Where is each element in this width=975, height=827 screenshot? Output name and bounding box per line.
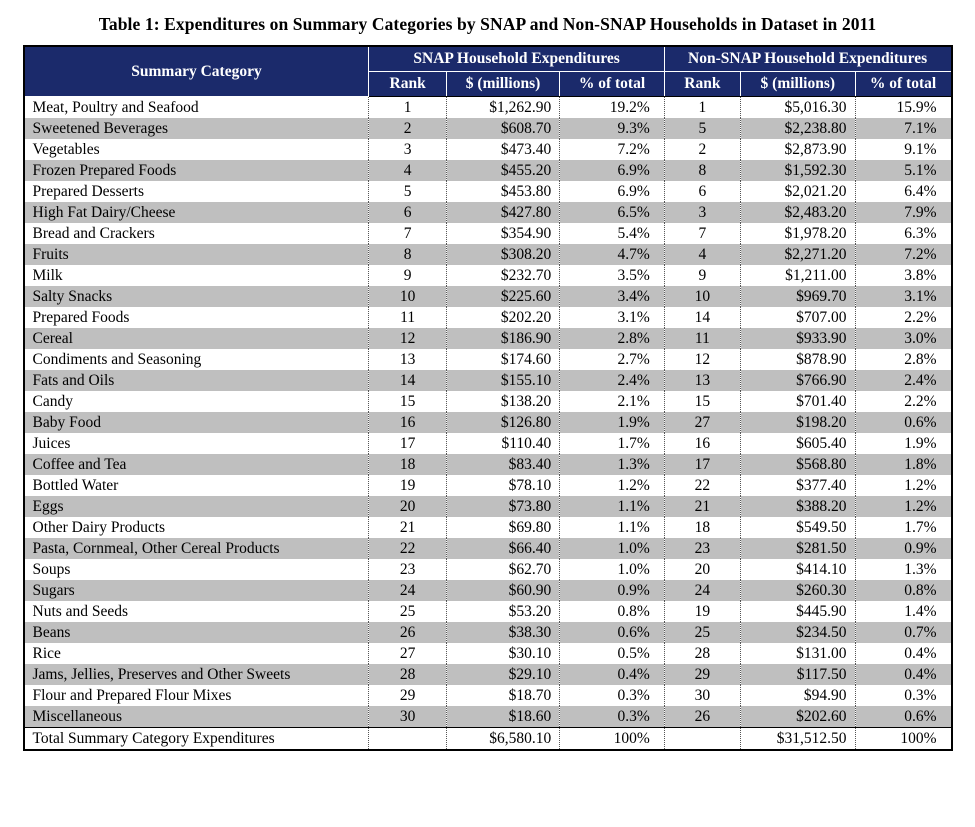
- snap-millions-cell: $232.70: [446, 265, 559, 286]
- nonsnap-millions-cell: $117.50: [741, 664, 855, 685]
- table-row: [24, 685, 952, 706]
- table-row: [24, 244, 952, 265]
- nonsnap-millions-cell: $701.40: [741, 391, 855, 412]
- nonsnap-millions-cell: $131.00: [741, 643, 855, 664]
- category-cell: Fruits: [32, 246, 69, 263]
- nonsnap-rank-cell: 26: [664, 706, 740, 728]
- header-nonsnap-pct: % of total: [855, 72, 951, 97]
- nonsnap-pct-cell: 3.8%: [855, 265, 951, 286]
- nonsnap-millions-cell: $234.50: [741, 622, 855, 643]
- nonsnap-millions-cell: $388.20: [741, 496, 855, 517]
- nonsnap-pct-cell: 0.3%: [855, 685, 951, 706]
- snap-millions-cell: $69.80: [446, 517, 559, 538]
- category-cell: Condiments and Seasoning: [32, 351, 202, 368]
- snap-pct-cell: 3.4%: [560, 286, 664, 307]
- snap-rank-cell: 13: [369, 349, 446, 370]
- nonsnap-rank-cell: 17: [664, 454, 740, 475]
- snap-rank-cell: 6: [369, 202, 446, 223]
- category-cell: Eggs: [32, 498, 64, 515]
- snap-millions-cell: $427.80: [446, 202, 559, 223]
- header-snap-group: SNAP Household Expenditures: [369, 46, 664, 72]
- category-cell: Flour and Prepared Flour Mixes: [32, 687, 232, 704]
- nonsnap-millions-cell: $414.10: [741, 559, 855, 580]
- snap-rank-cell: 1: [369, 97, 446, 119]
- nonsnap-millions-cell: $2,021.20: [741, 181, 855, 202]
- snap-pct-cell: 0.5%: [560, 643, 664, 664]
- nonsnap-pct-cell: 1.2%: [855, 475, 951, 496]
- nonsnap-rank-cell: 13: [664, 370, 740, 391]
- nonsnap-millions-cell: $445.90: [741, 601, 855, 622]
- nonsnap-millions-cell: $549.50: [741, 517, 855, 538]
- snap-rank-cell: 27: [369, 643, 446, 664]
- snap-pct-cell: 19.2%: [560, 97, 664, 119]
- total-label-cell: Total Summary Category Expenditures: [24, 728, 369, 751]
- table-row: [24, 559, 952, 580]
- table-row: [24, 580, 952, 601]
- snap-rank-cell: 20: [369, 496, 446, 517]
- nonsnap-pct-cell: 0.4%: [855, 664, 951, 685]
- nonsnap-pct-cell: 3.0%: [855, 328, 951, 349]
- nonsnap-millions-cell: $202.60: [741, 706, 855, 728]
- snap-rank-cell: 14: [369, 370, 446, 391]
- nonsnap-rank-cell: 27: [664, 412, 740, 433]
- nonsnap-pct-cell: 1.9%: [855, 433, 951, 454]
- table-row: [24, 412, 952, 433]
- category-cell: Pasta, Cornmeal, Other Cereal Products: [32, 540, 280, 557]
- table-row: [24, 349, 952, 370]
- nonsnap-pct-cell: 6.4%: [855, 181, 951, 202]
- nonsnap-millions-cell: $1,211.00: [741, 265, 855, 286]
- nonsnap-millions-cell: $568.80: [741, 454, 855, 475]
- snap-millions-cell: $126.80: [446, 412, 559, 433]
- nonsnap-millions-cell: $377.40: [741, 475, 855, 496]
- nonsnap-millions-cell: $605.40: [741, 433, 855, 454]
- expenditure-table: [23, 45, 953, 751]
- snap-millions-cell: $53.20: [446, 601, 559, 622]
- header-snap-millions: $ (millions): [446, 72, 559, 97]
- category-cell: Sugars: [32, 582, 75, 599]
- category-cell: Other Dairy Products: [32, 519, 166, 536]
- snap-millions-cell: $83.40: [446, 454, 559, 475]
- snap-pct-cell: 3.5%: [560, 265, 664, 286]
- category-cell: Vegetables: [32, 141, 100, 158]
- nonsnap-rank-cell: 30: [664, 685, 740, 706]
- nonsnap-rank-cell: 8: [664, 160, 740, 181]
- snap-millions-cell: $66.40: [446, 538, 559, 559]
- category-cell: Fats and Oils: [32, 372, 115, 389]
- nonsnap-rank-cell: 12: [664, 349, 740, 370]
- nonsnap-pct-cell: 0.8%: [855, 580, 951, 601]
- header-nonsnap-group: Non-SNAP Household Expenditures: [664, 46, 951, 72]
- nonsnap-rank-cell: 11: [664, 328, 740, 349]
- snap-rank-cell: 15: [369, 391, 446, 412]
- snap-millions-cell: $29.10: [446, 664, 559, 685]
- table-row: [24, 118, 952, 139]
- table-row: [24, 601, 952, 622]
- nonsnap-pct-cell: 2.8%: [855, 349, 951, 370]
- snap-rank-cell: 4: [369, 160, 446, 181]
- table-row: [24, 202, 952, 223]
- snap-millions-cell: $453.80: [446, 181, 559, 202]
- nonsnap-millions-cell: $707.00: [741, 307, 855, 328]
- snap-pct-cell: 2.4%: [560, 370, 664, 391]
- snap-millions-cell: $202.20: [446, 307, 559, 328]
- nonsnap-pct-cell: 15.9%: [855, 97, 951, 119]
- snap-millions-cell: $62.70: [446, 559, 559, 580]
- nonsnap-millions-cell: $1,978.20: [741, 223, 855, 244]
- nonsnap-rank-cell: 28: [664, 643, 740, 664]
- snap-pct-cell: 0.4%: [560, 664, 664, 685]
- nonsnap-pct-cell: 0.6%: [855, 412, 951, 433]
- snap-rank-cell: 26: [369, 622, 446, 643]
- table-row: [24, 97, 952, 119]
- category-cell: Juices: [32, 435, 71, 452]
- nonsnap-millions-cell: $281.50: [741, 538, 855, 559]
- category-cell: Soups: [32, 561, 71, 578]
- nonsnap-pct-cell: 3.1%: [855, 286, 951, 307]
- table-row: [24, 643, 952, 664]
- nonsnap-rank-cell: 25: [664, 622, 740, 643]
- category-cell: Candy: [32, 393, 73, 410]
- snap-pct-cell: 0.9%: [560, 580, 664, 601]
- snap-rank-cell: 8: [369, 244, 446, 265]
- nonsnap-rank-cell: 22: [664, 475, 740, 496]
- nonsnap-rank-cell: 9: [664, 265, 740, 286]
- nonsnap-pct-cell: 9.1%: [855, 139, 951, 160]
- header-snap-pct: % of total: [560, 72, 664, 97]
- snap-millions-cell: $1,262.90: [446, 97, 559, 119]
- snap-rank-cell: 19: [369, 475, 446, 496]
- category-cell: Baby Food: [32, 414, 101, 431]
- table-row: [24, 664, 952, 685]
- snap-millions-cell: $30.10: [446, 643, 559, 664]
- table-row: [24, 328, 952, 349]
- snap-pct-cell: 0.3%: [560, 706, 664, 728]
- table-row: [24, 391, 952, 412]
- snap-pct-cell: 2.1%: [560, 391, 664, 412]
- table-row: [24, 223, 952, 244]
- snap-rank-cell: 18: [369, 454, 446, 475]
- nonsnap-millions-cell: $1,592.30: [741, 160, 855, 181]
- snap-pct-cell: 9.3%: [560, 118, 664, 139]
- nonsnap-pct-cell: 7.9%: [855, 202, 951, 223]
- nonsnap-millions-cell: $2,873.90: [741, 139, 855, 160]
- snap-millions-cell: $473.40: [446, 139, 559, 160]
- table-row: [24, 160, 952, 181]
- total-nonsnap-millions-cell: $31,512.50: [741, 728, 855, 751]
- snap-rank-cell: 7: [369, 223, 446, 244]
- snap-millions-cell: $186.90: [446, 328, 559, 349]
- nonsnap-pct-cell: 1.2%: [855, 496, 951, 517]
- nonsnap-rank-cell: 5: [664, 118, 740, 139]
- snap-rank-cell: 28: [369, 664, 446, 685]
- nonsnap-millions-cell: $5,016.30: [741, 97, 855, 119]
- header-snap-rank: Rank: [369, 72, 446, 97]
- table-row: [24, 706, 952, 728]
- category-cell: Sweetened Beverages: [32, 120, 169, 137]
- nonsnap-millions-cell: $766.90: [741, 370, 855, 391]
- nonsnap-millions-cell: $260.30: [741, 580, 855, 601]
- nonsnap-pct-cell: 5.1%: [855, 160, 951, 181]
- header-nonsnap-millions: $ (millions): [741, 72, 855, 97]
- nonsnap-pct-cell: 0.6%: [855, 706, 951, 728]
- snap-rank-cell: 21: [369, 517, 446, 538]
- table-row: [24, 454, 952, 475]
- table-footer: [24, 728, 952, 751]
- snap-millions-cell: $73.80: [446, 496, 559, 517]
- snap-pct-cell: 1.2%: [560, 475, 664, 496]
- snap-millions-cell: $174.60: [446, 349, 559, 370]
- snap-rank-cell: 25: [369, 601, 446, 622]
- nonsnap-rank-cell: 29: [664, 664, 740, 685]
- header-group-row: [24, 46, 952, 72]
- snap-rank-cell: 24: [369, 580, 446, 601]
- snap-pct-cell: 6.5%: [560, 202, 664, 223]
- snap-pct-cell: 0.6%: [560, 622, 664, 643]
- table-row: [24, 538, 952, 559]
- nonsnap-pct-cell: 2.2%: [855, 391, 951, 412]
- table-row: [24, 496, 952, 517]
- snap-rank-cell: 16: [369, 412, 446, 433]
- category-cell: Jams, Jellies, Preserves and Other Sweets: [32, 666, 291, 683]
- snap-pct-cell: 1.3%: [560, 454, 664, 475]
- snap-millions-cell: $38.30: [446, 622, 559, 643]
- category-cell: Milk: [32, 267, 63, 284]
- nonsnap-rank-cell: 18: [664, 517, 740, 538]
- nonsnap-pct-cell: 0.4%: [855, 643, 951, 664]
- table-row: [24, 433, 952, 454]
- table-row: [24, 265, 952, 286]
- snap-pct-cell: 1.1%: [560, 496, 664, 517]
- nonsnap-pct-cell: 7.1%: [855, 118, 951, 139]
- nonsnap-millions-cell: $2,483.20: [741, 202, 855, 223]
- header-summary-category: Summary Category: [24, 46, 369, 97]
- nonsnap-rank-cell: 23: [664, 538, 740, 559]
- snap-millions-cell: $18.60: [446, 706, 559, 728]
- snap-millions-cell: $455.20: [446, 160, 559, 181]
- category-cell: Miscellaneous: [32, 708, 123, 725]
- table-row: [24, 622, 952, 643]
- table-row: [24, 286, 952, 307]
- table-row: [24, 517, 952, 538]
- table-title: Table 1: Expenditures on Summary Categories by SNAP and Non-SNAP Households in Dataset in 2011: [98, 14, 877, 34]
- nonsnap-pct-cell: 2.4%: [855, 370, 951, 391]
- nonsnap-pct-cell: 0.7%: [855, 622, 951, 643]
- nonsnap-pct-cell: 2.2%: [855, 307, 951, 328]
- total-snap-millions-cell: $6,580.10: [446, 728, 559, 751]
- nonsnap-pct-cell: 0.9%: [855, 538, 951, 559]
- nonsnap-rank-cell: 16: [664, 433, 740, 454]
- snap-millions-cell: $608.70: [446, 118, 559, 139]
- table-row: [24, 475, 952, 496]
- snap-millions-cell: $155.10: [446, 370, 559, 391]
- table-row: [24, 139, 952, 160]
- nonsnap-rank-cell: 15: [664, 391, 740, 412]
- category-cell: Cereal: [32, 330, 73, 347]
- snap-pct-cell: 3.1%: [560, 307, 664, 328]
- category-cell: Bottled Water: [32, 477, 119, 494]
- header-nonsnap-rank: Rank: [664, 72, 740, 97]
- snap-pct-cell: 1.0%: [560, 559, 664, 580]
- total-row: [24, 728, 952, 751]
- snap-rank-cell: 17: [369, 433, 446, 454]
- nonsnap-pct-cell: 1.8%: [855, 454, 951, 475]
- nonsnap-millions-cell: $2,271.20: [741, 244, 855, 265]
- total-snap-pct-cell: 100%: [560, 728, 664, 751]
- snap-millions-cell: $60.90: [446, 580, 559, 601]
- nonsnap-rank-cell: 7: [664, 223, 740, 244]
- category-cell: High Fat Dairy/Cheese: [32, 204, 176, 221]
- category-cell: Frozen Prepared Foods: [32, 162, 177, 179]
- category-cell: Bread and Crackers: [32, 225, 155, 242]
- snap-rank-cell: 12: [369, 328, 446, 349]
- table-body: [24, 97, 952, 728]
- nonsnap-rank-cell: 20: [664, 559, 740, 580]
- snap-millions-cell: $138.20: [446, 391, 559, 412]
- nonsnap-rank-cell: 24: [664, 580, 740, 601]
- snap-rank-cell: 10: [369, 286, 446, 307]
- snap-pct-cell: 0.8%: [560, 601, 664, 622]
- snap-rank-cell: 9: [369, 265, 446, 286]
- snap-pct-cell: 5.4%: [560, 223, 664, 244]
- nonsnap-rank-cell: 19: [664, 601, 740, 622]
- nonsnap-millions-cell: $198.20: [741, 412, 855, 433]
- snap-rank-cell: 11: [369, 307, 446, 328]
- nonsnap-pct-cell: 1.7%: [855, 517, 951, 538]
- snap-rank-cell: 22: [369, 538, 446, 559]
- nonsnap-millions-cell: $878.90: [741, 349, 855, 370]
- nonsnap-millions-cell: $94.90: [741, 685, 855, 706]
- snap-pct-cell: 0.3%: [560, 685, 664, 706]
- nonsnap-rank-cell: 21: [664, 496, 740, 517]
- snap-pct-cell: 6.9%: [560, 160, 664, 181]
- snap-rank-cell: 5: [369, 181, 446, 202]
- nonsnap-rank-cell: 1: [664, 97, 740, 119]
- snap-pct-cell: 1.0%: [560, 538, 664, 559]
- table-row: [24, 181, 952, 202]
- nonsnap-rank-cell: 2: [664, 139, 740, 160]
- snap-pct-cell: 1.1%: [560, 517, 664, 538]
- snap-millions-cell: $18.70: [446, 685, 559, 706]
- category-cell: Beans: [32, 624, 71, 641]
- snap-millions-cell: $78.10: [446, 475, 559, 496]
- nonsnap-rank-cell: 6: [664, 181, 740, 202]
- snap-pct-cell: 7.2%: [560, 139, 664, 160]
- snap-millions-cell: $308.20: [446, 244, 559, 265]
- snap-rank-cell: 2: [369, 118, 446, 139]
- snap-rank-cell: 23: [369, 559, 446, 580]
- snap-millions-cell: $110.40: [446, 433, 559, 454]
- total-snap-rank-cell: [369, 728, 446, 751]
- nonsnap-millions-cell: $933.90: [741, 328, 855, 349]
- nonsnap-rank-cell: 3: [664, 202, 740, 223]
- snap-rank-cell: 29: [369, 685, 446, 706]
- total-nonsnap-pct-cell: 100%: [855, 728, 951, 751]
- snap-pct-cell: 6.9%: [560, 181, 664, 202]
- category-cell: Nuts and Seeds: [32, 603, 129, 620]
- table-row: [24, 307, 952, 328]
- nonsnap-pct-cell: 1.3%: [855, 559, 951, 580]
- category-cell: Rice: [32, 645, 61, 662]
- snap-pct-cell: 2.8%: [560, 328, 664, 349]
- snap-rank-cell: 30: [369, 706, 446, 728]
- category-cell: Meat, Poultry and Seafood: [32, 99, 199, 116]
- total-nonsnap-rank-cell: [664, 728, 740, 751]
- category-cell: Prepared Foods: [32, 309, 130, 326]
- nonsnap-rank-cell: 10: [664, 286, 740, 307]
- snap-millions-cell: $354.90: [446, 223, 559, 244]
- snap-pct-cell: 1.9%: [560, 412, 664, 433]
- snap-millions-cell: $225.60: [446, 286, 559, 307]
- nonsnap-millions-cell: $969.70: [741, 286, 855, 307]
- nonsnap-pct-cell: 1.4%: [855, 601, 951, 622]
- category-cell: Coffee and Tea: [32, 456, 127, 473]
- nonsnap-pct-cell: 6.3%: [855, 223, 951, 244]
- snap-pct-cell: 1.7%: [560, 433, 664, 454]
- nonsnap-rank-cell: 14: [664, 307, 740, 328]
- snap-pct-cell: 2.7%: [560, 349, 664, 370]
- nonsnap-millions-cell: $2,238.80: [741, 118, 855, 139]
- category-cell: Salty Snacks: [32, 288, 113, 305]
- table-row: [24, 370, 952, 391]
- nonsnap-pct-cell: 7.2%: [855, 244, 951, 265]
- table-header: [24, 46, 952, 97]
- nonsnap-rank-cell: 4: [664, 244, 740, 265]
- snap-pct-cell: 4.7%: [560, 244, 664, 265]
- category-cell: Prepared Desserts: [32, 183, 144, 200]
- snap-rank-cell: 3: [369, 139, 446, 160]
